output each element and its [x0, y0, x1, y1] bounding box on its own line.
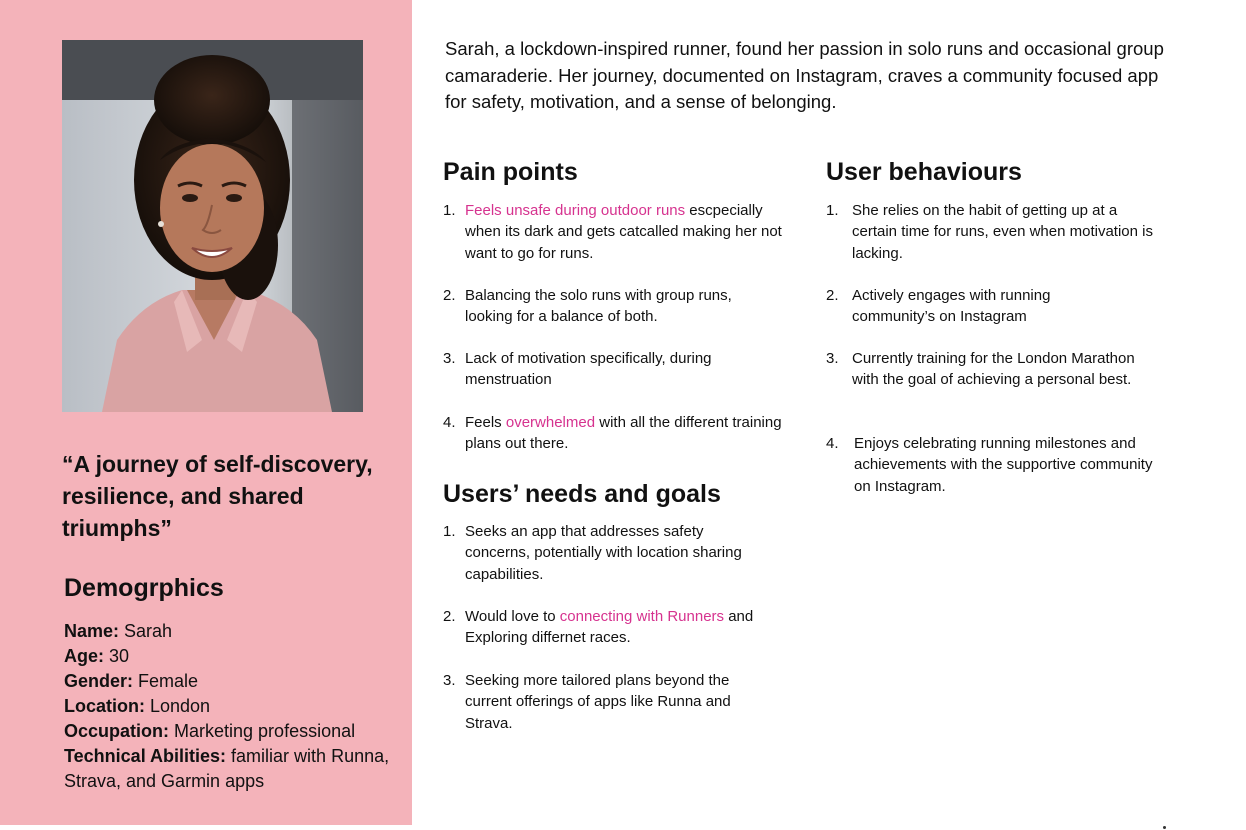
highlight-text: Feels unsafe during outdoor runs: [465, 202, 686, 219]
persona-intro: Sarah, a lockdown-inspired runner, found her passion in solo runs and occasional group camaraderie. Her journey, documented on Instagram, craves a community focused app for safety, motivation, and a sense of belonging.: [445, 38, 1164, 112]
demographic-location: Location: London: [64, 696, 211, 716]
persona-quote: “A journey of self-discovery, resilience, and shared triumphs”: [62, 451, 373, 541]
portrait-illustration: [62, 40, 363, 412]
pain-point-item: 2. Balancing the solo runs with group runs, looking for a balance of both.: [443, 287, 732, 326]
pain-point-item: 3. Lack of motivation specifically, during menstruation: [443, 350, 712, 389]
demographic-occupation: Occupation: Marketing professional: [64, 721, 356, 741]
needs-goals-title: Users’ needs and goals: [443, 480, 721, 508]
need-goal-item: 2. Would love to connecting with Runners and Exploring differnet races.: [443, 608, 754, 647]
behaviour-item: 1. She relies on the habit of getting up at a certain time for runs, even when motivation is lacking.: [826, 202, 1153, 262]
demographic-technical-abilities: Technical Abilities: familiar with Runna, Strava, and Garmin apps: [64, 746, 390, 791]
pain-points-title: Pain points: [443, 158, 578, 186]
behaviour-item: 3. Currently training for the London Marathon with the goal of achieving a personal best.: [826, 350, 1135, 389]
behaviour-item: 4. Enjoys celebrating running milestones and achievements with the supportive community on Instagram.: [826, 435, 1153, 495]
pain-point-item: 1. Feels unsafe during outdoor runs escpecially when its dark and gets catcalled making her not want to go for runs.: [443, 202, 782, 262]
highlight-text: connecting with Runners: [559, 608, 725, 625]
page-mark: [1163, 826, 1166, 829]
demographics-list: [64, 619, 404, 794]
portrait-photo: [62, 40, 363, 412]
pain-point-item: 4. Feels overwhelmed with all the different training plans out there.: [443, 414, 782, 453]
persona-panel: [0, 0, 412, 825]
need-goal-item: 1. Seeks an app that addresses safety concerns, potentially with location sharing capabilities.: [443, 523, 742, 583]
demographics-title: Demogrphics: [64, 574, 224, 602]
behaviours-title: User behaviours: [826, 158, 1022, 186]
need-goal-item: 3. Seeking more tailored plans beyond the current offerings of apps like Runna and Strava.: [443, 672, 731, 732]
behaviour-item: 2. Actively engages with running community’s on Instagram: [826, 287, 1051, 326]
highlight-text: overwhelmed: [505, 414, 596, 431]
demographic-age: Age: 30: [64, 646, 130, 666]
demographic-name: Name: Sarah: [64, 621, 173, 641]
demographic-gender: Gender: Female: [64, 671, 199, 691]
